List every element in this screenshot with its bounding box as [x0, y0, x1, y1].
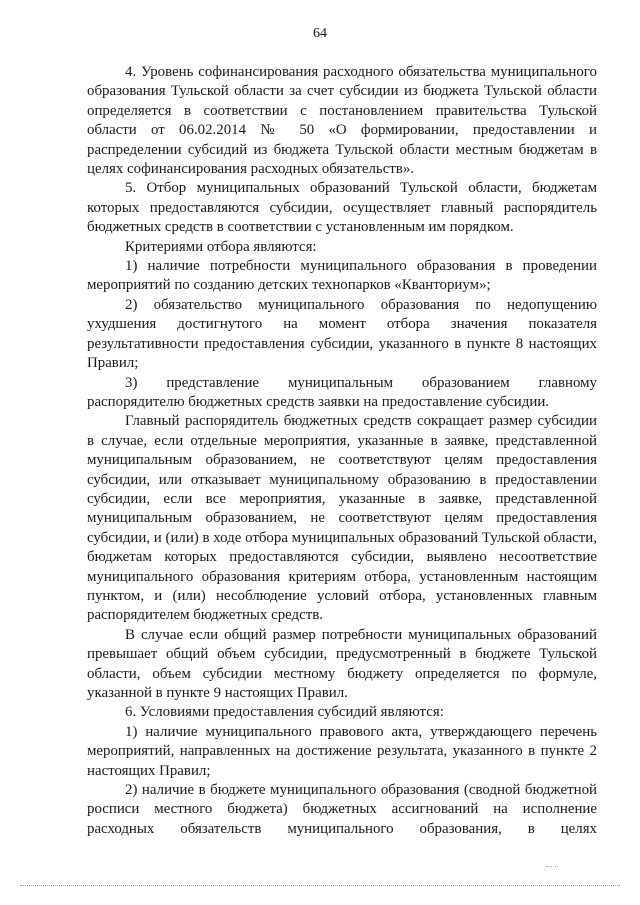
paragraph-criterion-3: 3) представление муниципальным образованием главному распорядителю бюджетных средств заявки на предоставление субсидии.	[87, 374, 597, 410]
paragraph-condition-2: 2) наличие в бюджете муниципального образования (сводной бюджетной росписи местного бюджета) бюджетных ассигнований на исполнение расходных обязательств муниципального образования, в целях	[87, 782, 597, 837]
paragraph-criterion-1: 1) наличие потребности муниципального образования в проведении мероприятий по созданию детских технопарков «Кванториум»;	[87, 258, 597, 294]
document-body	[87, 63, 597, 839]
paragraph-criteria-heading: Критериями отбора являются:	[125, 238, 317, 255]
scan-bottom-edge	[20, 885, 620, 886]
paragraph-criterion-2: 2) обязательство муниципального образования по недопущению ухудшения достигнутого на момент отбора значения показателя результативности предоставления субсидии, указанного в пункте 8 настоящих Правил;	[87, 296, 597, 372]
paragraph-condition-1: 1) наличие муниципального правового акта, утверждающего перечень мероприятий, направленных на достижение результата, указанного в пункте 2 настоящих Правил;	[87, 723, 597, 779]
paragraph-demand-exceeds: В случае если общий размер потребности муниципальных образований превышает общий объем субсидии, предусмотренный в бюджете Тульской области, объем субсидии местному бюджету определяется по формуле, указанной в пункте 9 настоящих Правил.	[87, 626, 597, 701]
paragraph-cofinancing-level: 4. Уровень софинансирования расходного обязательства муниципального образования Тульской области за счет субсидии из бюджета Тульской области определяется в соответствии с постановлением правительства Тульской области от 06.02.2014 № 50 «О формировании, предоставлении и распределении субсидий из бюджета Тульской области местным бюджетам в целях софинансирования расходных обязательств».	[87, 64, 597, 178]
scan-artifact	[546, 866, 558, 869]
paragraph-selection-procedure: 5. Отбор муниципальных образований Тульской области, бюджетам которых предоставляются субсидии, осуществляет главный распорядитель бюджетных средств в соответствии с установленным им порядком.	[87, 180, 597, 236]
paragraph-conditions-heading: 6. Условиями предоставления субсидий являются:	[125, 704, 444, 721]
page-number: 64	[313, 26, 327, 41]
paragraph-subsidy-reduction: Главный распорядитель бюджетных средств сокращает размер субсидии в случае, если отдельные мероприятия, указанные в заявке, представленной муниципальным образованием, не соответствуют целям предоставления субсидии, или отказывает муниципальному образованию в предоставлении субсидии, если все мероприятия, указанные в заявке, представленной муниципальным образованием, не соответствуют целям предоставления субсидии, и (или) в ходе отбора муниципальных образований Тульской области, бюджетам которых предоставляются субсидии, выявлено несоответствие муниципального образования критериям отбора, установленным настоящим пунктом, и (или) несоблюдение условий отбора, установленных главным распорядителем бюджетных средств.	[87, 413, 597, 624]
